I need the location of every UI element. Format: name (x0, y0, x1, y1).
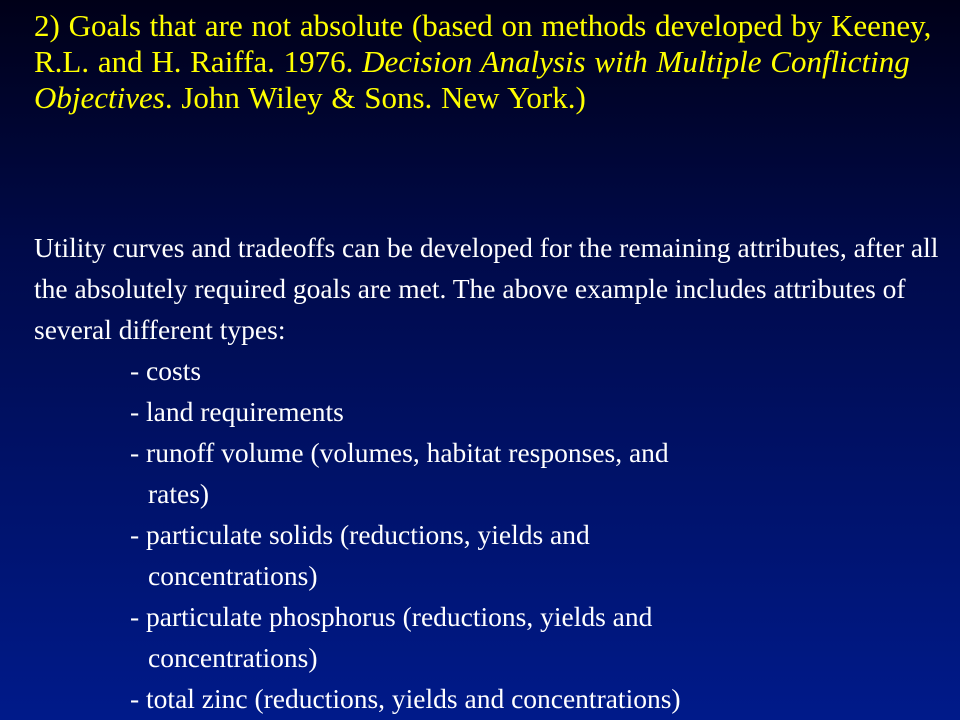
list-item (130, 391, 930, 432)
slide-heading (34, 8, 944, 116)
heading-text-end: . John Wiley & Sons. New York.) (164, 80, 586, 115)
heading-text: 2) Goals that are not absolute (based on methods developed by Keeney, R.L. and H. Raiffa. 1976. (34, 8, 932, 79)
body-paragraph: Utility curves and tradeoffs can be developed for the remaining attributes, after all the absolutely required goals are met. The above example includes attributes of several different types: (34, 232, 939, 345)
list-item (130, 432, 930, 514)
list-item-text: - land requirements (130, 396, 344, 427)
attribute-list (130, 350, 930, 719)
list-item-continuation: concentrations) (148, 560, 318, 591)
list-item-text: - particulate solids (reductions, yields and (130, 519, 590, 550)
book-title: Decision Analysis with Multiple Conflicting Objectives (34, 44, 910, 115)
list-item-continuation: concentrations) (148, 642, 318, 673)
list-item-continuation: rates) (148, 478, 210, 509)
list-item (130, 596, 930, 678)
list-item (130, 678, 930, 719)
list-item-text: - total zinc (reductions, yields and concentrations) (130, 683, 681, 714)
list-item (130, 350, 930, 391)
list-item-text: - costs (130, 355, 202, 386)
list-item-text: - particulate phosphorus (reductions, yields and (130, 601, 653, 632)
list-item-text: - runoff volume (volumes, habitat responses, and (130, 437, 669, 468)
list-item (130, 514, 930, 596)
